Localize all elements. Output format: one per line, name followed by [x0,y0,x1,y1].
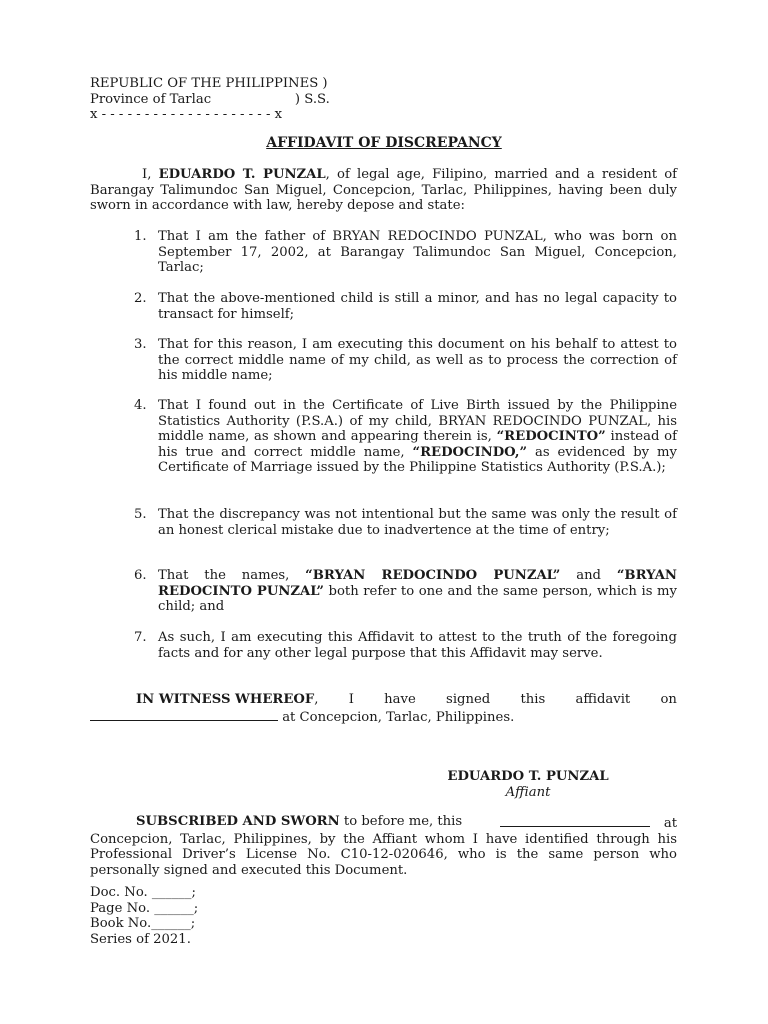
statement-item [90,630,677,661]
wrong-middle-name: “REDOCINTO” [496,429,606,444]
statement-item [90,229,677,276]
statement-item [90,291,677,322]
jurat-paragraph [90,814,677,878]
affiant-signature-block [400,769,656,800]
item-number: 4. [134,398,147,413]
witness-word: affidavit [575,692,631,707]
page-no: Page No. ______; [90,900,199,916]
jurat-first-line [90,814,677,832]
statement-item [90,568,677,615]
document-title: AFFIDAVIT OF DISCREPANCY [266,135,502,151]
wrong-full-name: “BRYAN REDOCINTO PUNZAL” [158,568,677,599]
statement-item [90,398,677,476]
jurat-bold: SUBSCRIBED AND SWORN [136,814,340,829]
item-text-part: as evidenced by my Certificate of Marriage issued by the Philippine Statistics Authority (P.S.A.); [158,444,677,475]
item-number: 5. [134,507,147,522]
separator-line: x - - - - - - - - - - - - - - - - - - - - x [90,107,283,122]
item-text: As such, I am executing this Affidavit to attest to the truth of the foregoing facts and for any other legal purpose that this Affidavit may serve. [158,630,677,661]
republic-line: REPUBLIC OF THE PHILIPPINES ) [90,76,328,91]
item-text: That for this reason, I am executing this document on his behalf to attest to the correct middle name of my child, as well as to process the correction of his middle name; [158,337,677,383]
jurat-lead [136,814,462,832]
correct-full-name: “BRYAN REDOCINDO PUNZAL” [305,568,561,583]
intro-prefix: I, [142,167,159,182]
jurat-date-group [500,814,677,832]
witness-bold: IN WITNESS WHEREOF [136,692,315,707]
affiant-name-inline: EDUARDO T. PUNZAL [158,167,326,182]
witness-word: on [660,692,677,707]
item-text-part: That the names, [158,568,306,583]
statement-item [90,337,677,384]
witness-place: at Concepcion, Tarlac, Philippines. [278,709,515,725]
intro-rest: , of legal age, Filipino, married and a resident of Barangay Talimundoc San Miguel, Concepcion, Tarlac, Philippines, having been duly sworn in accordance with law, hereby depose and state: [90,167,678,213]
witness-lead [136,692,318,708]
book-no: Book No.______; [90,916,196,931]
item-text: That I am the father of BRYAN REDOCINDO PUNZAL, who was born on September 17, 2002, at Barangay Talimundoc San Miguel, Concepcion, Tarlac; [158,229,677,275]
item-text-part: and [560,568,617,583]
witness-word: I [348,692,354,707]
item-number: 7. [134,630,147,645]
item-number: 2. [134,291,147,306]
item-text: That the discrepancy was not intentional but the same was only the result of an honest clerical mistake due to inadvertence at the time of entry; [158,507,677,538]
statement-item [90,507,677,538]
intro-paragraph [90,167,677,214]
jurat-text: to before me, this [339,814,463,829]
item-number: 3. [134,337,147,352]
witness-line-2 [90,708,677,726]
witness-clause [90,692,677,725]
item-text-part: both refer to one and the same person, which is my child; and [158,583,677,614]
item-text: That the above-mentioned child is still a minor, and has no legal capacity to transact for himself; [158,291,677,322]
item-number: 1. [134,229,147,244]
witness-comma: , [314,692,319,707]
witness-word: signed [446,692,491,707]
witness-word: have [384,692,416,707]
item-text-part: instead of his true and correct middle name, [158,429,677,460]
jurat-date-blank [500,814,650,827]
witness-word: this [520,692,546,707]
item-number: 6. [134,568,147,583]
item-text-part: That I found out in the Certificate of Live Birth issued by the Philippine Statistics Authority (P.S.A.) of my child, BRYAN REDOCINDO PUNZAL, his middle name, as shown and appearing therein is, [158,398,677,444]
jurat-text-rest: Concepcion, Tarlac, Philippines, by the Affiant whom I have identified through his Professional Driver’s License No. C10-12-020646, who is the same person who personally signed and executed this Document. [90,831,677,878]
series-year: Series of 2021. [90,931,191,947]
correct-middle-name: “REDOCINDO,” [412,444,528,460]
witness-line [90,692,677,708]
date-blank [90,708,278,721]
venue-header [90,76,390,123]
doc-no: Doc. No. ______; [90,885,196,900]
jurat-at: at [663,816,677,831]
affiant-role: Affiant [505,784,551,800]
notarial-register [90,885,390,947]
item-text [158,568,677,615]
province-line: Province of Tarlac ) S.S. [90,91,330,107]
affiant-name: EDUARDO T. PUNZAL [447,769,609,784]
item-text [158,398,677,476]
